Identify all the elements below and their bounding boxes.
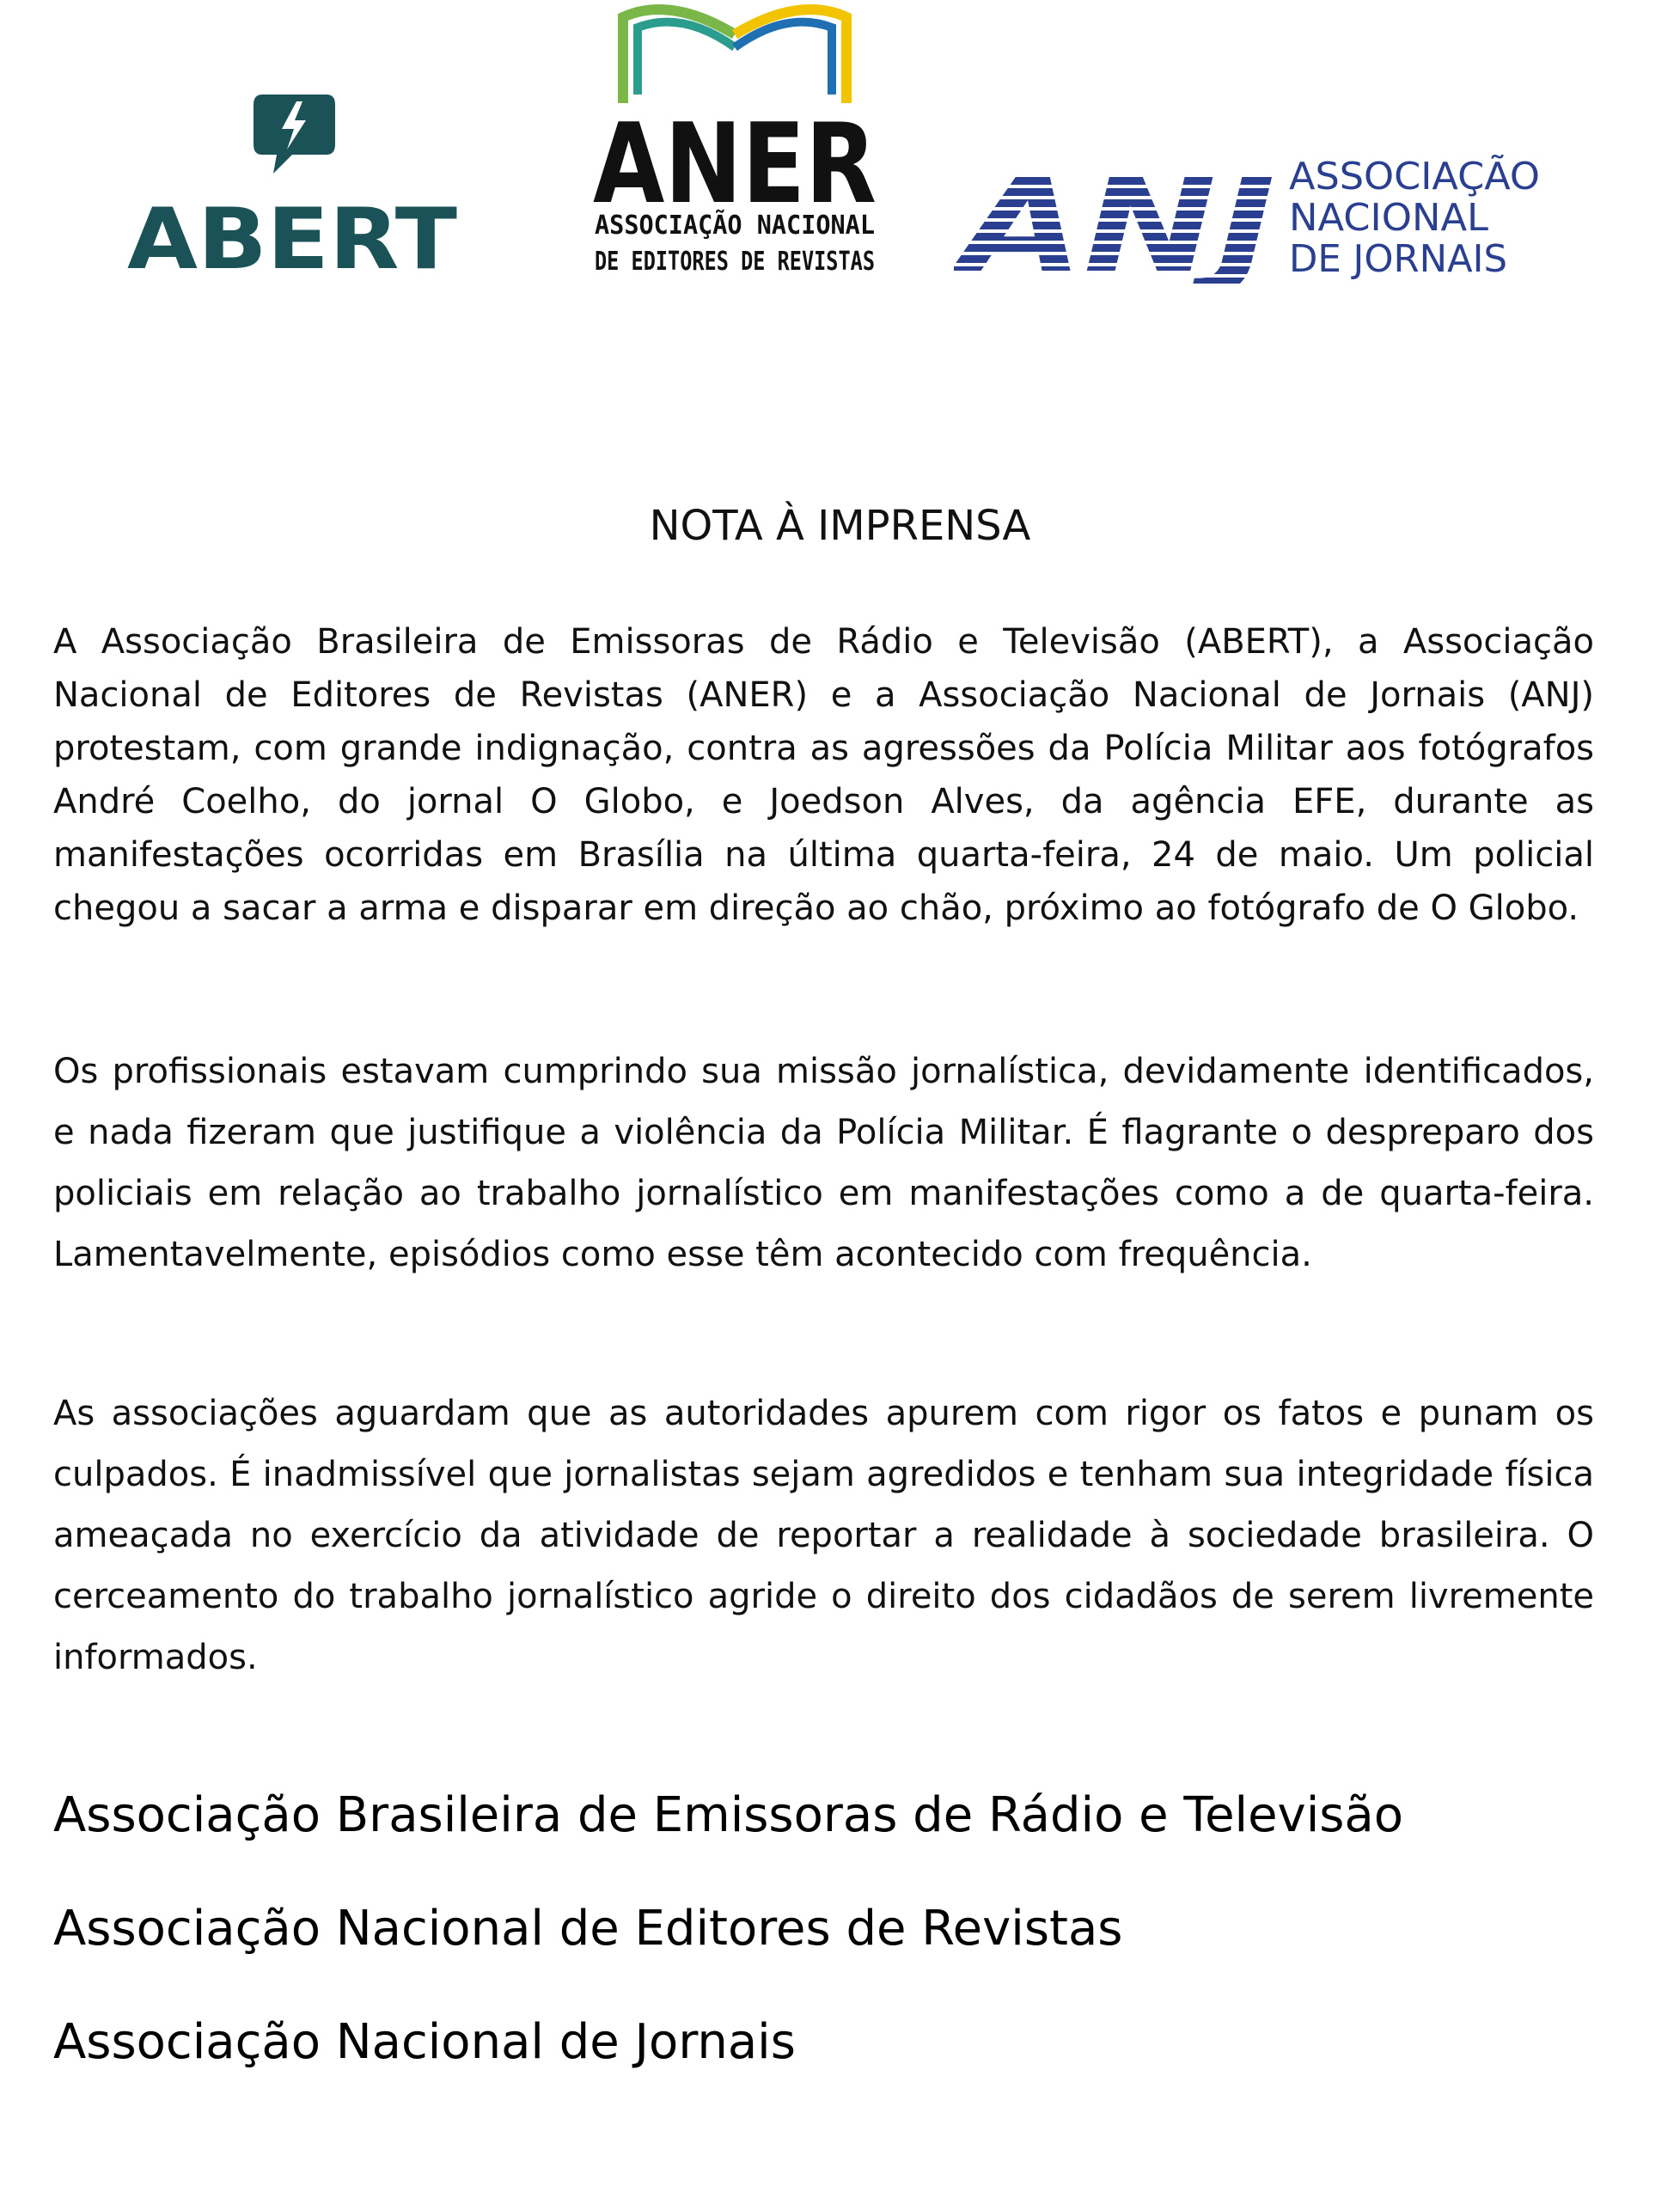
- aner-logo: [584, 0, 885, 284]
- abert-speech-bubble-icon: [120, 86, 464, 284]
- anj-wordmark: ANJ: [954, 155, 1275, 284]
- anj-subtitle-line1: ASSOCIAÇÃO: [1289, 155, 1537, 198]
- body-paragraph-2: Os profissionais estavam cumprindo sua missão jornalística, devidamente identificados, e nada fizeram que justifique a violência da Polícia Militar. É flagrante o despreparo dos policiais em relação ao trabalho jornalístico em manifestações como a de quarta-feira. Lamentavelmente, episódios como esse têm acontecido com frequência.: [53, 1052, 1594, 1274]
- abert-logo: [120, 86, 464, 284]
- signatory-abert: Associação Brasileira de Emissoras de Rádio e Televisão: [53, 1787, 1404, 1843]
- signatory-anj: Associação Nacional de Jornais: [53, 2014, 796, 2070]
- aner-wordmark: ANER: [593, 101, 877, 229]
- page-title: NOTA À IMPRENSA: [649, 502, 1031, 550]
- anj-logo: [954, 155, 1555, 284]
- anj-subtitle-line2: NACIONAL: [1289, 196, 1489, 240]
- body-paragraph-3: As associações aguardam que as autoridades apurem com rigor os fatos e punam os culpados. É inadmissível que jornalistas sejam agredidos e tenham sua integridade física ameaçada no exercício da atividade de reportar a realidade à sociedade brasileira. O cerceamento do trabalho jornalístico agride o direito dos cidadãos de serem livremente informados.: [53, 1394, 1594, 1677]
- body-paragraph-1: A Associação Brasileira de Emissoras de Rádio e Televisão (ABERT), a Associação Nacional de Editores de Revistas (ANER) e a Associação Nacional de Jornais (ANJ) protestam, com grande indignação, contra as agressões da Polícia Militar aos fotógrafos André Coelho, do jornal O Globo, e Joedson Alves, da agência EFE, durante as manifestações ocorridas em Brasília na última quarta-feira, 24 de maio. Um policial chegou a sacar a arma e disparar em direção ao chão, próximo ao fotógrafo de O Globo.: [53, 622, 1594, 928]
- signatory-aner: Associação Nacional de Editores de Revistas: [53, 1901, 1123, 1957]
- abert-wordmark: ABERT: [127, 191, 458, 284]
- anj-subtitle-line3: DE JORNAIS: [1289, 237, 1507, 281]
- aner-book-icon: [584, 0, 885, 284]
- anj-striped-wordmark-icon: [954, 155, 1555, 284]
- aner-subtitle-line2: DE EDITORES DE REVISTAS: [595, 247, 875, 277]
- aner-subtitle-line1: ASSOCIAÇÃO NACIONAL: [595, 211, 885, 241]
